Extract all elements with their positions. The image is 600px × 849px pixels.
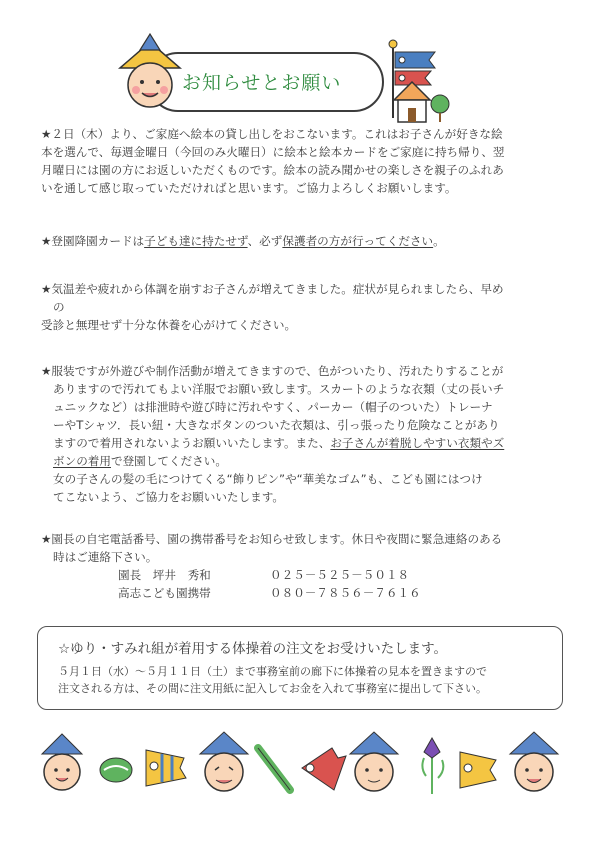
underlined-text: 子ども達に持たせず [144,234,248,248]
text-line [41,232,557,250]
text-line: 時はご連絡下さい。 [53,550,158,564]
contact-label-director: 園長 坪井 秀和 [118,568,211,582]
text-line: 受診と無理せず十分な休養を心がけてください。 [41,318,297,332]
loan-paragraph [41,125,557,197]
text-line: ありますので汚れてもよい洋服でお願い致します。スカートのような衣類（丈の長いチ [53,382,505,396]
underlined-text: お子さんが着脱しやすい衣類やズ [330,436,505,450]
decoration-strip [34,728,574,798]
text-line: ★２日（木）より、ご家庭へ絵本の貸し出しをおこないます。これはお子さんが好きな絵 [41,127,503,141]
contact-number-director: ０２５－５２５－５０１８ [270,568,410,582]
text-line: の [53,300,65,314]
kabuto-child-icon [200,732,248,791]
kabuto-child-icon [510,732,558,791]
underlined-text: 保護者の方が行ってください [282,234,434,248]
phone-paragraph [41,530,557,566]
house-icon [390,80,450,125]
iris-icon [422,738,443,794]
text-segment: で登園してください。 [110,454,227,468]
contact-label-mobile: 高志こども園携帯 [118,586,211,600]
contact-number-mobile: ０８０－７８５６－７６１６ [270,586,421,600]
text-line [41,434,557,452]
text-line: ★服装ですが外遊びや制作活動が増えてきますので、色がついたり、汚れたりすることが [41,364,504,378]
text-segment: ★登園降園カードは [41,234,145,248]
kabuto-child-icon [110,30,190,115]
notice-body [58,663,487,697]
leaf-icon [258,748,290,790]
kabuto-child-icon [42,734,82,790]
text-segment: ますので着用されないようお願いいたします。また、 [53,436,331,450]
underlined-text: ボンの着用 [53,454,111,468]
koinobori-icon [460,752,496,788]
text-line: 月曜日には園の方にお返しいただくものです。絵本の読み聞かせの楽しさを親子のふれあ [41,163,504,177]
text-line: ュニックなど）は排泄時や遊び時に汚れやすく、パーカー（帽子のついた）トレーナ [53,400,493,414]
health-paragraph [41,280,557,334]
koinobori-icon [146,750,186,786]
kashiwamochi-icon [100,758,132,782]
kabuto-child-icon [350,732,398,791]
text-line [41,452,557,470]
text-segment: 、必ず [247,234,283,248]
koinobori-icon [302,748,346,790]
text-line: ★園長の自宅電話番号、園の携帯番号をお知らせ致します。休日や夜間に緊急連絡のある [41,532,503,546]
text-segment: 。 [433,234,445,248]
page-title: お知らせとお願い [182,72,342,94]
text-line: いを通して感じ取っていただければと思います。ご協力よろしくお願いします。 [41,181,457,195]
text-line: 本を選んで、毎週金曜日（今回のみ火曜日）に絵本と絵本カードをご家庭に持ち帰り、翌 [41,145,505,159]
text-line: てこないよう、ご協力をお願いいたします。 [53,490,284,504]
text-line: ★気温差や疲れから体調を崩すお子さんが増えてきました。症状が見られましたら、早め [41,282,504,296]
text-line: ーやTシャツ．長い紐・大きなボタンのついた衣類は、引っ張ったり危険なことがあり [53,418,500,432]
clothes-paragraph [41,362,557,506]
text-line: 女の子さんの髪の毛につけてくる“飾りピン”や“華美なゴム”も、こども園にはつけ [53,472,483,486]
notice-heading: ☆ゆり・すみれ組が着用する体操着の注文をお受けいたします。 [58,641,448,657]
text-line: ５月１日（水）～５月１１日（土）まで事務室前の廊下に体操着の見本を置きますので [58,665,487,678]
text-line: 注文される方は、その間に注文用紙に記入してお金を入れて事務室に提出して下さい。 [58,682,487,695]
card-paragraph [41,232,557,250]
